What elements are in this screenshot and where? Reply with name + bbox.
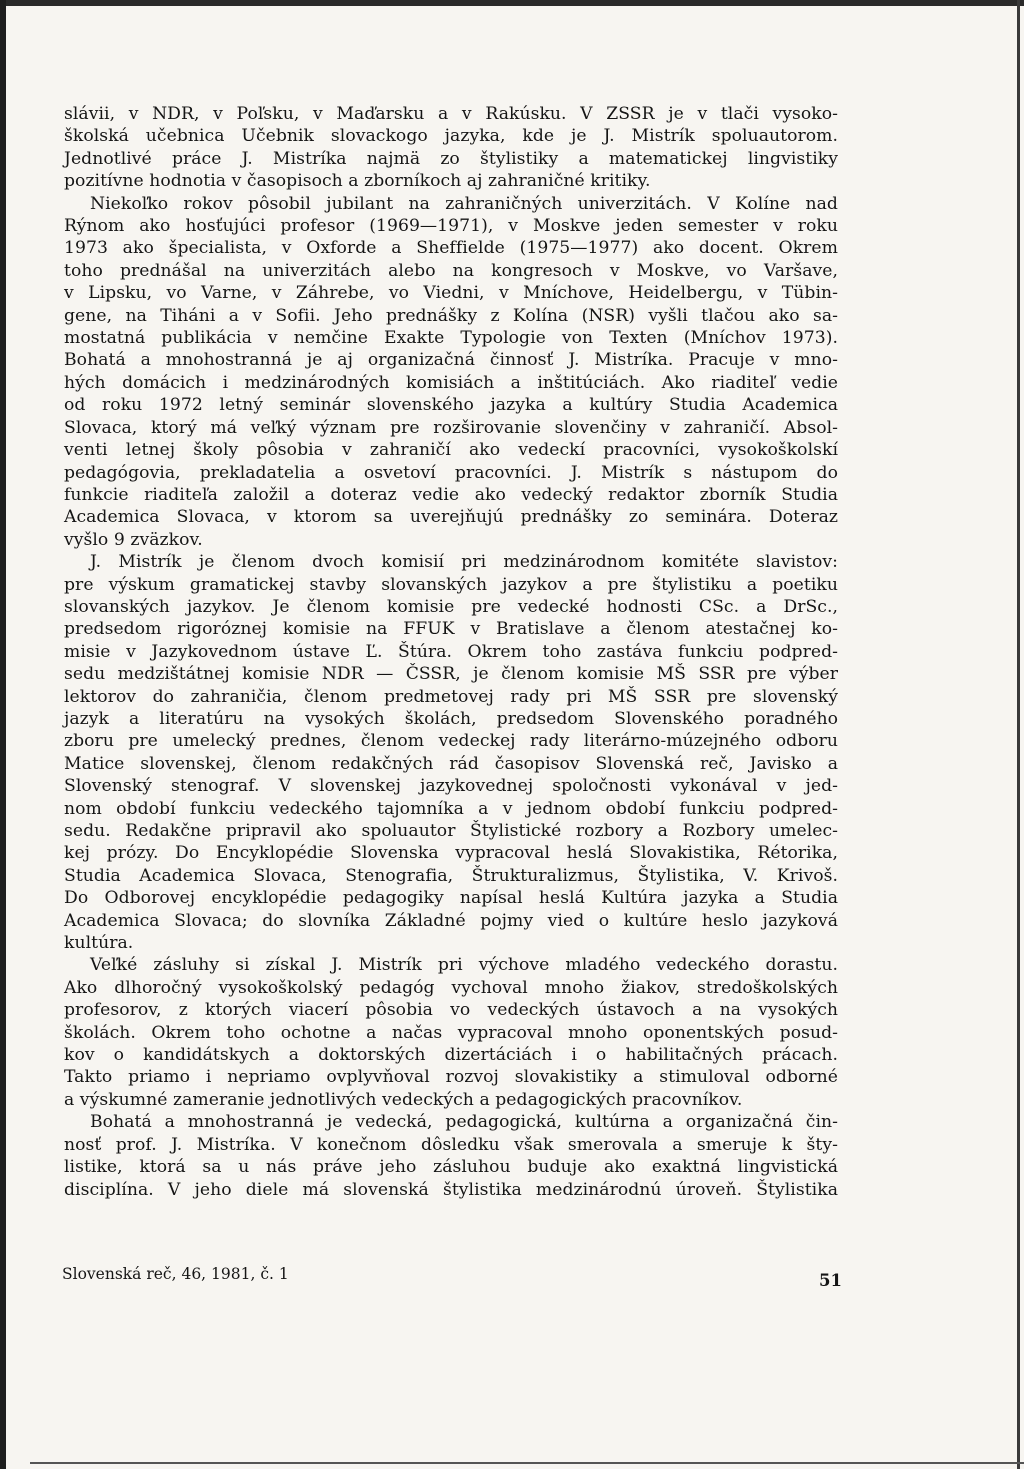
text-line: hých domácich i medzinárodných komisiách a inštitúciách. Ako riaditeľ vedie	[64, 372, 838, 393]
text-line: listike, ktorá sa u nás práve jeho zásluhou buduje ako exaktná lingvistická	[64, 1157, 838, 1178]
text-line: Matice slovenskej, členom redakčných rád časopisov Slovenská reč, Javisko a	[64, 753, 838, 774]
text-line: venti letnej školy pôsobia v zahraničí ako vedeckí pracovníci, vysokoškolskí	[64, 440, 838, 461]
text-line: Rýnom ako hosťujúci profesor (1969—1971), v Moskve jeden semester v roku	[64, 216, 838, 237]
text-line: Niekoľko rokov pôsobil jubilant na zahraničných univerzitách. V Kolíne nad	[90, 193, 838, 214]
text-line: nom období funkciu vedeckého tajomníka a v jednom období funkciu podpred-	[64, 798, 838, 819]
scan-border-right	[1017, 0, 1020, 1469]
text-line: Slovaca, ktorý má veľký význam pre rozširovanie slovenčiny v zahraničí. Absol-	[64, 417, 838, 438]
text-line: od roku 1972 letný seminár slovenského jazyka a kultúry Studia Academica	[64, 395, 838, 416]
journal-citation: Slovenská reč, 46, 1981, č. 1	[62, 1265, 289, 1283]
text-line: jazyk a literatúru na vysokých školách, predsedom Slovenského poradného	[64, 708, 838, 729]
text-line: profesorov, z ktorých viacerí pôsobia vo vedeckých ústavoch a na vysokých	[64, 1000, 838, 1021]
text-line: vyšlo 9 zväzkov.	[64, 529, 203, 550]
page-footer	[62, 1265, 842, 1295]
text-line: mostatná publikácia v nemčine Exakte Typologie von Texten (Mníchov 1973).	[64, 328, 838, 349]
text-line: nosť prof. J. Mistríka. V konečnom dôsledku však smerovala a smeruje k šty-	[64, 1134, 838, 1155]
text-line: 1973 ako špecialista, v Oxforde a Sheffielde (1975—1977) ako docent. Okrem	[64, 238, 838, 259]
text-line: a výskumné zameranie jednotlivých vedeckých a pedagogických pracovníkov.	[64, 1089, 743, 1110]
text-line: misie v Jazykovednom ústave Ľ. Štúra. Okrem toho zastáva funkciu podpred-	[64, 641, 838, 662]
text-line: kej prózy. Do Encyklopédie Slovenska vypracoval heslá Slovakistika, Rétorika,	[64, 843, 838, 864]
scan-border-top	[0, 0, 1024, 6]
text-line: Ako dlhoročný vysokoškolský pedagóg vychoval mnoho žiakov, stredoškolských	[64, 977, 838, 998]
text-line: lektorov do zahraničia, členom predmetovej rady pri MŠ SSR pre slovenský	[64, 686, 838, 707]
page-number: 51	[819, 1271, 842, 1290]
text-line: Studia Academica Slovaca, Stenografia, Štrukturalizmus, Štylistika, V. Krivoš.	[64, 865, 838, 886]
text-line: Jednotlivé práce J. Mistríka najmä zo štylistiky a matematickej lingvistiky	[64, 148, 838, 169]
text-line: pedagógovia, prekladatelia a osvetoví pracovníci. J. Mistrík s nástupom do	[64, 462, 838, 483]
text-line: predsedom rigoróznej komisie na FFUK v Bratislave a členom atestačnej ko-	[64, 619, 838, 640]
text-line: Academica Slovaca, v ktorom sa uverejňujú prednášky zo seminára. Doteraz	[64, 507, 838, 528]
text-line: kultúra.	[64, 933, 134, 954]
text-line: toho prednášal na univerzitách alebo na kongresoch v Moskve, vo Varšave,	[64, 260, 838, 281]
text-line: pre výskum gramatickej stavby slovanských jazykov a pre štylistiku a poetiku	[64, 574, 838, 595]
text-line: disciplína. V jeho diele má slovenská štylistika medzinárodnú úroveň. Štylistika	[64, 1179, 838, 1200]
text-line: slovanských jazykov. Je členom komisie pre vedecké hodnosti CSc. a DrSc.,	[64, 596, 838, 617]
text-line: v Lipsku, vo Varne, v Záhrebe, vo Viedni, v Mníchove, Heidelbergu, v Tübin-	[64, 283, 838, 304]
text-line: Bohatá a mnohostranná je aj organizačná činnosť J. Mistríka. Pracuje v mno-	[64, 350, 838, 371]
text-line: gene, na Tiháni a v Sofii. Jeho prednášky z Kolína (NSR) vyšli tlačou ako sa-	[64, 305, 838, 326]
text-line: kov o kandidátskych a doktorských dizertáciách i o habilitačných prácach.	[64, 1045, 838, 1066]
text-line: Slovenský stenograf. V slovenskej jazykovednej spoločnosti vykonával v jed-	[64, 776, 838, 797]
text-line: slávii, v NDR, v Poľsku, v Maďarsku a v Rakúsku. V ZSSR je v tlači vysoko-	[64, 104, 838, 124]
scan-border-bottom	[30, 1462, 1024, 1464]
scan-border-left	[0, 0, 6, 1469]
text-line: sedu. Redakčne pripravil ako spoluautor Štylistické rozbory a Rozbory umelec-	[64, 821, 838, 841]
text-line: školská učebnica Učebnik slovackogo jazyka, kde je J. Mistrík spoluautorom.	[64, 126, 838, 147]
article-body	[64, 103, 838, 1201]
text-line: J. Mistrík je členom dvoch komisií pri medzinárodnom komitéte slavistov:	[90, 552, 838, 573]
text-line: funkcie riaditeľa založil a doteraz vedie ako vedecký redaktor zborník Studia	[64, 484, 838, 505]
text-line: Academica Slovaca; do slovníka Základné pojmy vied o kultúre heslo jazyková	[64, 910, 838, 931]
text-line: zboru pre umelecký prednes, členom vedeckej rady literárno-múzejného odboru	[64, 731, 838, 752]
text-line: sedu medzištátnej komisie NDR — ČSSR, je členom komisie MŠ SSR pre výber	[64, 664, 838, 685]
text-line: školách. Okrem toho ochotne a načas vypracoval mnoho oponentských posud-	[64, 1022, 838, 1043]
text-line: Veľké zásluhy si získal J. Mistrík pri výchove mladého vedeckého dorastu.	[90, 955, 838, 976]
text-line: Do Odborovej encyklopédie pedagogiky napísal heslá Kultúra jazyka a Studia	[64, 888, 838, 909]
text-line: pozitívne hodnotia v časopisoch a zborníkoch aj zahraničné kritiky.	[64, 171, 651, 192]
text-line: Bohatá a mnohostranná je vedecká, pedagogická, kultúrna a organizačná čin-	[90, 1112, 838, 1133]
text-line: Takto priamo i nepriamo ovplyvňoval rozvoj slovakistiky a stimuloval odborné	[64, 1067, 838, 1088]
